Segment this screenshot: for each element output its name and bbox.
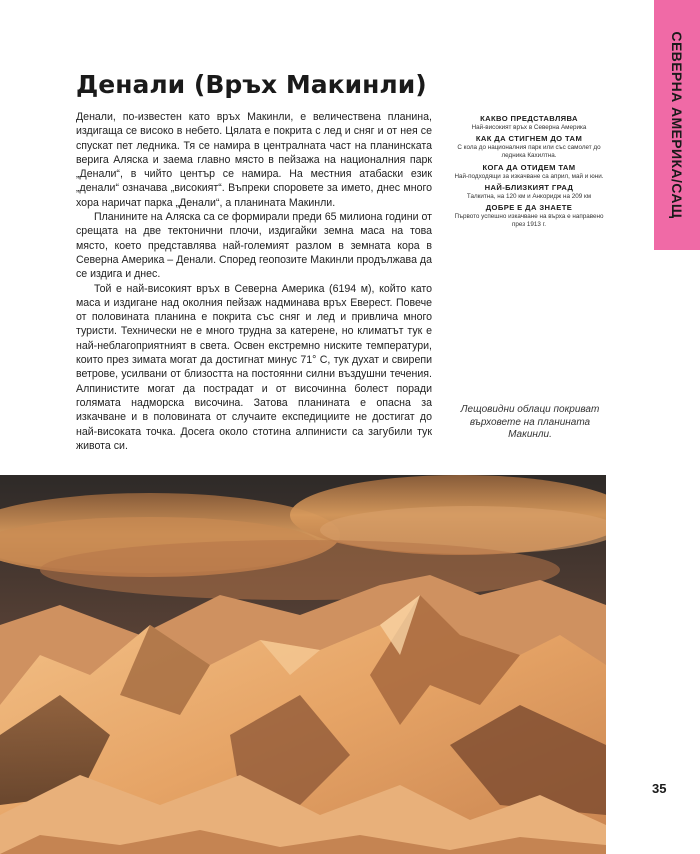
fact-item: [452, 134, 606, 160]
fact-text: Най-високият връх в Северна Америка: [471, 124, 587, 131]
fact-text: Талкитна, на 120 км и Анкоридж на 209 км: [466, 192, 592, 200]
fact-heading: ДОБРЕ Е ДА ЗНАЕТЕ: [485, 203, 573, 213]
fact-item: [452, 114, 606, 132]
paragraph-1: Денали, по-известен като връх Макинли, е величествена планина, издигаща се високо в небето. Цялата е покрита с лед и сняг и от нея се спускат пет ледника. Тя се намира в централната част на планинската верига Аляска и заема главно място в пейзажа на националния парк „Денали“, в чийто център се намира. На местния атабаски език „денали“ означава „високият“. Въпреки споровете за името, днес много хора наричат парка „Денали“, а планината Макинли.: [76, 111, 432, 209]
fact-heading: КАК ДА СТИГНЕМ ДО ТАМ: [475, 134, 583, 144]
fact-item: [452, 163, 606, 181]
photo-caption: Лещовидни облаци покриват върховете на планината Макинли.: [460, 404, 600, 440]
mountain-photo-illustration: [0, 475, 606, 854]
fact-heading: КАКВО ПРЕДСТАВЛЯВА: [480, 114, 578, 123]
fact-item: [452, 183, 606, 201]
mountain-photo: [0, 475, 606, 854]
fact-text: С кола до националния парк или със самолет до ледника Кахилтна.: [457, 144, 601, 160]
article-body: [76, 110, 432, 453]
fact-text: Най-подходящи за изкачване са април, май и юни.: [454, 172, 604, 180]
section-tab: [654, 0, 700, 250]
page-number: 35: [652, 781, 667, 796]
facts-box: [452, 114, 606, 231]
fact-heading: КОГА ДА ОТИДЕМ ТАМ: [482, 162, 576, 172]
paragraph-3: Той е най-високият връх в Северна Америка (6194 м), който като маса и издигане над околния пейзаж надминава връх Еверест. Повече от половината планина е покрита със сняг и лед и привлича много туристи. Технически не е много трудна за катерене, но климатът тук е най-неблагоприятният в света. Освен екстремно ниските температури, които през зимата могат да достигнат минус 71° С, тук духат и свирепи ветрове, усилвани от близостта на постоянни силни въздушни течения. Алпинистите могат да пострадат и от височинна болест поради голямата надморска височина. Затова планината е опасна за изкачване и в половината от случаите експедициите не достигат до най-високата точка. Досега около стотина алпинисти са загубили тук живота си.: [76, 282, 432, 452]
section-tab-label: СЕВЕРНА АМЕРИКА/САЩ: [669, 31, 685, 219]
fact-item: [452, 203, 606, 229]
fact-text: Първото успешно изкачване на върха е направено през 1913 г.: [454, 213, 604, 229]
fact-heading: НАЙ-БЛИЗКИЯТ ГРАД: [484, 182, 574, 192]
article-title: Денали (Връх Макинли): [76, 70, 427, 99]
paragraph-2: Планините на Аляска са се формирали преди 65 милиона години от срещата на две тектонични плочи, издигайки земна маса на това място, което представлява най-големият разлом в земната кора в Северна Америка – Денали. Според геопозите Макинли продължава да се издига и днес.: [76, 211, 432, 281]
